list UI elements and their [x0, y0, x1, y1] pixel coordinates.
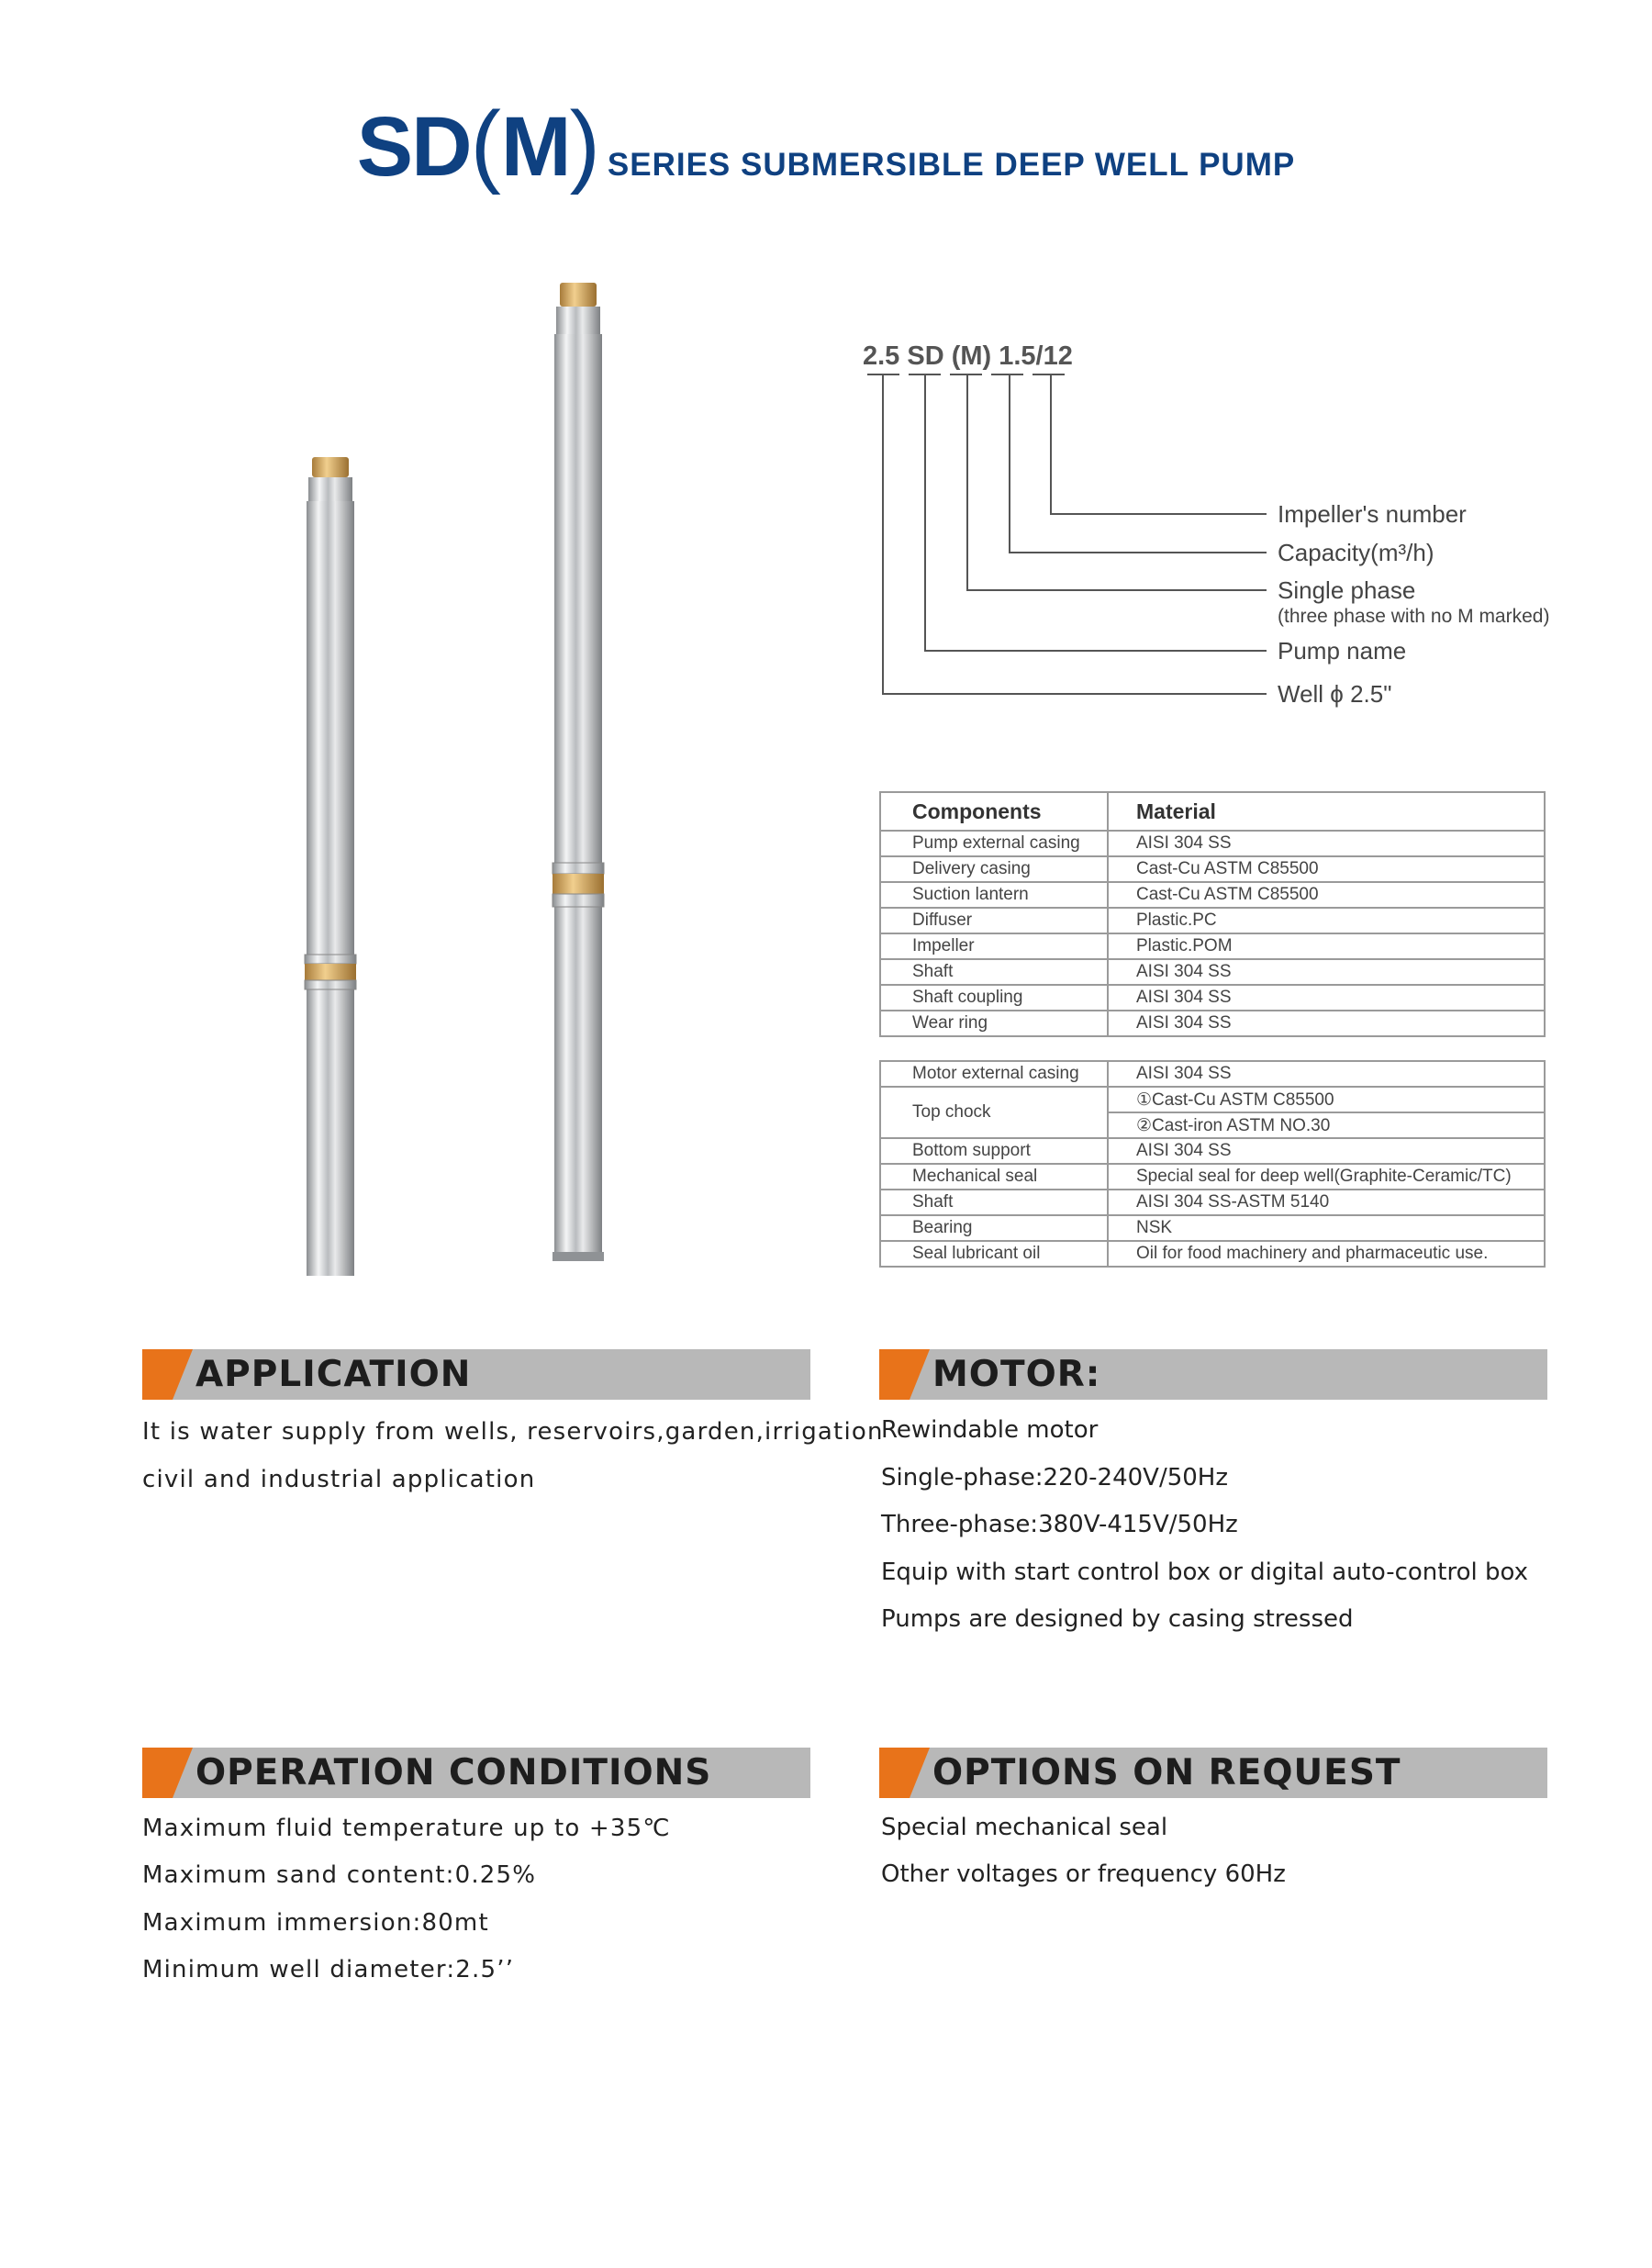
- table-header-row: [880, 792, 1545, 831]
- page-title: [0, 92, 1652, 197]
- motor-header: [879, 1349, 1547, 1400]
- component-material: AISI 304 SS-ASTM 5140: [1108, 1190, 1545, 1215]
- motor-line: Single-phase:220-240V/50Hz: [881, 1464, 1228, 1492]
- component-name: Impeller: [880, 933, 1108, 959]
- component-material: AISI 304 SS: [1108, 1011, 1545, 1036]
- orange-tab-icon: [879, 1349, 930, 1400]
- table-row: [880, 1164, 1545, 1190]
- options-line: Special mechanical seal: [881, 1814, 1168, 1841]
- title-main: SD: [356, 100, 471, 194]
- small-pump-image: [294, 450, 367, 1276]
- application-header: [142, 1349, 810, 1400]
- table-row: [880, 1138, 1545, 1164]
- operation-line: Maximum immersion:80mt: [142, 1909, 489, 1937]
- table-row: [880, 1087, 1545, 1112]
- component-name: Shaft: [880, 959, 1108, 985]
- title-paren-letter: M: [500, 100, 570, 194]
- component-name: Bearing: [880, 1215, 1108, 1241]
- legend-single-phase-note: (three phase with no M marked): [1278, 606, 1550, 627]
- application-line: civil and industrial application: [142, 1466, 536, 1493]
- motor-line: Equip with start control box or digital auto-control box: [881, 1559, 1528, 1586]
- component-material: AISI 304 SS: [1108, 959, 1545, 985]
- operation-line: Maximum sand content:0.25%: [142, 1861, 537, 1889]
- table-row: [880, 985, 1545, 1011]
- component-name: Wear ring: [880, 1011, 1108, 1036]
- table-row: [880, 1215, 1545, 1241]
- options-line: Other voltages or frequency 60Hz: [881, 1860, 1286, 1888]
- component-material: Cast-Cu ASTM C85500: [1108, 882, 1545, 908]
- header-material: Material: [1108, 792, 1545, 831]
- title-paren-close: ): [569, 93, 600, 196]
- component-material: NSK: [1108, 1215, 1545, 1241]
- table-row: [880, 831, 1545, 856]
- motor-line: Pumps are designed by casing stressed: [881, 1605, 1354, 1633]
- component-material: Special seal for deep well(Graphite-Ceramic/TC): [1108, 1164, 1545, 1190]
- legend-single-phase: Single phase: [1278, 576, 1416, 604]
- component-material: ①Cast-Cu ASTM C85500: [1108, 1087, 1545, 1112]
- motor-line: Rewindable motor: [881, 1416, 1099, 1444]
- component-name: Pump external casing: [880, 831, 1108, 856]
- component-material: AISI 304 SS: [1108, 1138, 1545, 1164]
- component-name: Shaft coupling: [880, 985, 1108, 1011]
- motor-title: MOTOR:: [932, 1354, 1101, 1395]
- component-name: Delivery casing: [880, 856, 1108, 882]
- component-material: Plastic.POM: [1108, 933, 1545, 959]
- component-name: Shaft: [880, 1190, 1108, 1215]
- component-material: AISI 304 SS: [1108, 831, 1545, 856]
- component-name: Diffuser: [880, 908, 1108, 933]
- component-name: Bottom support: [880, 1138, 1108, 1164]
- application-title: APPLICATION: [195, 1354, 472, 1395]
- legend-capacity: Capacity(m³/h): [1278, 539, 1434, 566]
- table-row: [880, 959, 1545, 985]
- model-code-label: 2.5 SD (M) 1.5/12: [863, 341, 1073, 371]
- application-line: It is water supply from wells, reservoirs,garden,irrigation: [142, 1418, 884, 1446]
- component-material: Oil for food machinery and pharmaceutic use.: [1108, 1241, 1545, 1267]
- component-name: Motor external casing: [880, 1061, 1108, 1087]
- table-row: [880, 933, 1545, 959]
- operation-line: Minimum well diameter:2.5’’: [142, 1956, 515, 1983]
- component-name: Seal lubricant oil: [880, 1241, 1108, 1267]
- component-name: Mechanical seal: [880, 1164, 1108, 1190]
- orange-tab-icon: [142, 1748, 193, 1798]
- legend-well-diameter: Well ϕ 2.5": [1278, 680, 1392, 708]
- table-row: [880, 1241, 1545, 1267]
- component-material: AISI 304 SS: [1108, 1061, 1545, 1087]
- component-material: AISI 304 SS: [1108, 985, 1545, 1011]
- table-row: [880, 1190, 1545, 1215]
- components-table-pump: [879, 791, 1546, 1037]
- legend-pump-name: Pump name: [1278, 637, 1407, 665]
- component-name: Suction lantern: [880, 882, 1108, 908]
- operation-line: Maximum fluid temperature up to +35℃: [142, 1815, 671, 1842]
- options-header: [879, 1748, 1547, 1798]
- components-table-motor: [879, 1060, 1546, 1268]
- table-row: [880, 1061, 1545, 1087]
- header-components: Components: [880, 792, 1108, 831]
- component-name: Top chock: [880, 1087, 1108, 1138]
- table-row: [880, 882, 1545, 908]
- title-paren-open: (: [470, 93, 501, 196]
- legend-impeller-number: Impeller's number: [1278, 500, 1467, 528]
- operation-title: OPERATION CONDITIONS: [195, 1752, 712, 1793]
- table-row: [880, 856, 1545, 882]
- component-material: ②Cast-iron ASTM NO.30: [1108, 1112, 1545, 1138]
- title-subtitle: SERIES SUBMERSIBLE DEEP WELL PUMP: [607, 147, 1296, 183]
- table-row: [880, 908, 1545, 933]
- large-pump-image: [541, 275, 615, 1276]
- options-title: OPTIONS ON REQUEST: [932, 1752, 1401, 1793]
- component-material: Plastic.PC: [1108, 908, 1545, 933]
- component-material: Cast-Cu ASTM C85500: [1108, 856, 1545, 882]
- operation-header: [142, 1748, 810, 1798]
- motor-line: Three-phase:380V-415V/50Hz: [881, 1511, 1238, 1538]
- orange-tab-icon: [142, 1349, 193, 1400]
- model-code-diagram: [863, 367, 1267, 707]
- orange-tab-icon: [879, 1748, 930, 1798]
- table-row: [880, 1011, 1545, 1036]
